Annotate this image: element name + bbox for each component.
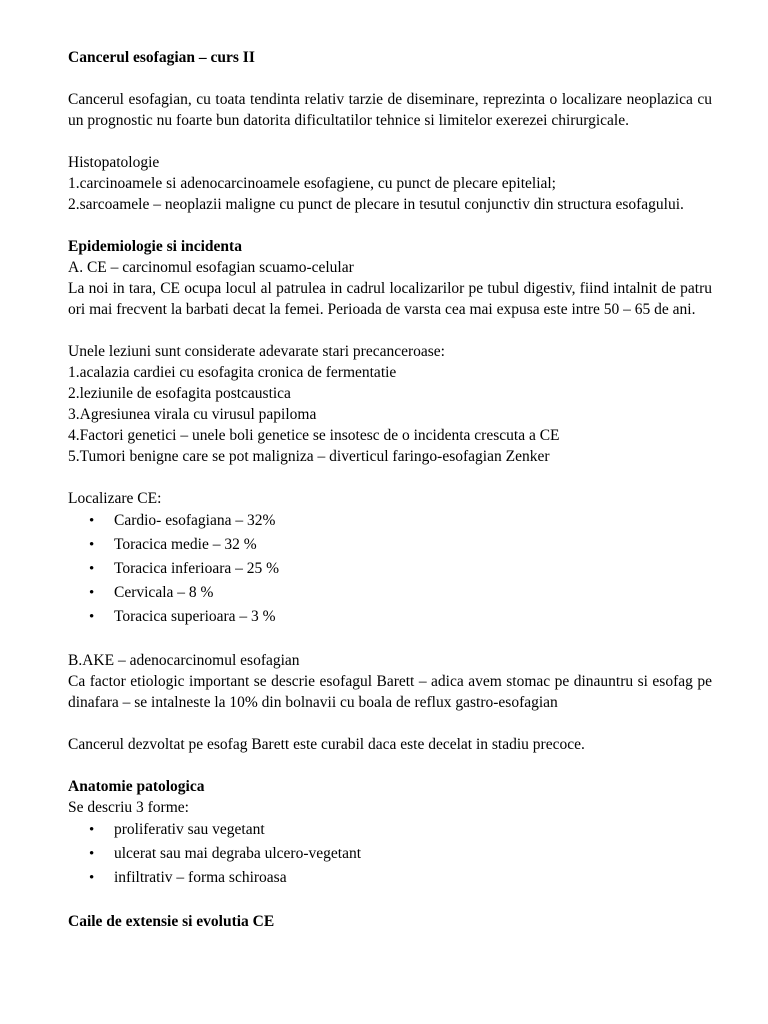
histopatologie-item-2: 2.sarcoamele – neoplazii maligne cu punct de plecare in tesutul conjunctiv din structura esofagului. [68,196,684,213]
precanceroase-intro: Unele leziuni sunt considerate adevarate stari precanceroase: [68,343,445,360]
anatomie-intro: Se descriu 3 forme: [68,799,189,816]
list-item: • Toracica inferioara – 25 % [114,557,712,581]
document-page [68,47,712,932]
precanceroase-item: 2.leziunile de esofagita postcaustica [68,385,291,402]
precanceroase-item: 5.Tumori benigne care se pot maligniza – diverticul faringo-esofagian Zenker [68,448,550,465]
list-item: • Cervicala – 8 % [114,581,712,605]
epidemiologie-heading: Epidemiologie si incidenta [68,238,242,255]
precanceroase-item: 3.Agresiunea virala cu virusul papiloma [68,406,317,423]
intro-paragraph: Cancerul esofagian, cu toata tendinta relativ tarzie de diseminare, reprezinta o localizare neoplazica cu un prognostic nu foarte bun datorita dificultatilor tehnice si limitelor exerezei chirurgicale. [68,91,712,129]
list-item: • Toracica superioara – 3 % [114,605,712,629]
anatomie-list [68,818,712,890]
precanceroase-item: 1.acalazia cardiei cu esofagita cronica de fermentatie [68,364,397,381]
ake-paragraph: Ca factor etiologic important se descrie esofagul Barett – adica avem stomac pe dinauntru si esofag pe dinafara – se intalneste la 10% din bolnavii cu boala de reflux gastro-esofagian [68,673,712,711]
list-item: • Toracica medie – 32 % [114,533,712,557]
list-item: • proliferativ sau vegetant [114,818,712,842]
anatomie-heading: Anatomie patologica [68,778,205,795]
epidemiologie-subheading: A. CE – carcinomul esofagian scuamo-celular [68,259,354,276]
histopatologie-item-1: 1.carcinoamele si adenocarcinoamele esofagiene, cu punct de plecare epitelial; [68,175,556,192]
epidemiologie-paragraph: La noi in tara, CE ocupa locul al patrulea in cadrul localizarilor pe tubul digestiv, fiind intalnit de patru ori mai frecvent la barbati decat la femei. Perioada de varsta cea mai expusa este intre 50 – 65 de ani. [68,280,712,318]
list-item: • infiltrativ – forma schiroasa [114,866,712,890]
localizare-heading: Localizare CE: [68,490,162,507]
ake-heading: B.AKE – adenocarcinomul esofagian [68,652,300,669]
localizare-list [68,509,712,629]
document-title: Cancerul esofagian – curs II [68,49,255,66]
ake-curabil: Cancerul dezvoltat pe esofag Barett este curabil daca este decelat in stadiu precoce. [68,736,585,753]
caile-heading: Caile de extensie si evolutia CE [68,913,275,930]
precanceroase-item: 4.Factori genetici – unele boli genetice se insotesc de o incidenta crescuta a CE [68,427,560,444]
list-item: • ulcerat sau mai degraba ulcero-vegetant [114,842,712,866]
histopatologie-heading: Histopatologie [68,154,160,171]
list-item: • Cardio- esofagiana – 32% [114,509,712,533]
